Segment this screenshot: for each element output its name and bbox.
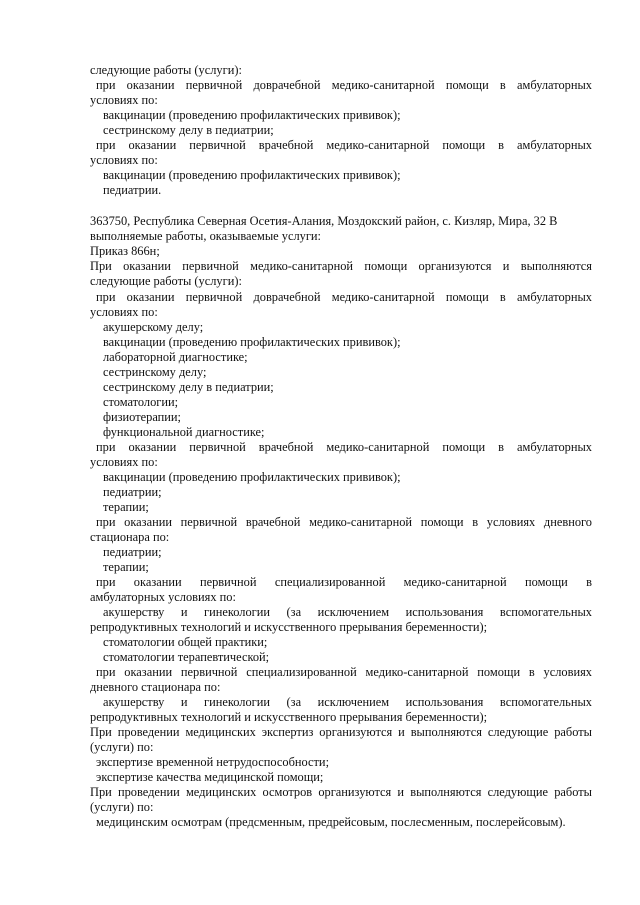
text-line: следующие работы (услуги): bbox=[90, 63, 242, 77]
text-line: (услуги) по: bbox=[90, 800, 154, 814]
text-line: амбулаторных условиях по: bbox=[90, 590, 236, 604]
list-item: педиатрии. bbox=[103, 183, 162, 197]
list-item: акушерству и гинекологии (за исключением использования вспомогательных bbox=[103, 605, 592, 619]
text-line: репродуктивных технологий и искусственного прерывания беременности); bbox=[90, 620, 488, 634]
list-item: лабораторной диагностике; bbox=[103, 350, 248, 364]
list-item: вакцинации (проведению профилактических прививок); bbox=[103, 108, 401, 122]
list-item: экспертизе качества медицинской помощи; bbox=[96, 770, 324, 784]
list-item: экспертизе временной нетрудоспособности; bbox=[96, 755, 330, 769]
text-line: При проведении медицинских экспертиз организуются и выполняются следующие работы bbox=[90, 725, 592, 739]
text-line: при оказании первичной специализированной медико-санитарной помощи в условиях bbox=[96, 665, 592, 679]
list-item: сестринскому делу; bbox=[103, 365, 207, 379]
list-item: педиатрии; bbox=[103, 545, 162, 559]
text-line: следующие работы (услуги): bbox=[90, 274, 242, 288]
list-item: вакцинации (проведению профилактических прививок); bbox=[103, 168, 401, 182]
text-line: стационара по: bbox=[90, 530, 170, 544]
text-line: (услуги) по: bbox=[90, 740, 154, 754]
list-item: стоматологии; bbox=[103, 395, 179, 409]
text-line: при оказании первичной врачебной медико-санитарной помощи в амбулаторных bbox=[96, 138, 592, 152]
text-line: при оказании первичной врачебной медико-санитарной помощи в условиях дневного bbox=[96, 515, 592, 529]
text-line: при оказании первичной специализированной медико-санитарной помощи в bbox=[96, 575, 592, 589]
text-line: при оказании первичной доврачебной медико-санитарной помощи в амбулаторных bbox=[96, 78, 592, 92]
list-item: стоматологии общей практики; bbox=[103, 635, 268, 649]
list-item: сестринскому делу в педиатрии; bbox=[103, 380, 274, 394]
text-line: дневного стационара по: bbox=[90, 680, 221, 694]
list-item: вакцинации (проведению профилактических прививок); bbox=[103, 470, 401, 484]
address-line: 363750, Республика Северная Осетия-Алания, Моздокский район, с. Кизляр, Мира, 32 В bbox=[90, 214, 558, 228]
list-item: акушерству и гинекологии (за исключением использования вспомогательных bbox=[103, 695, 592, 709]
text-line: условиях по: bbox=[90, 93, 158, 107]
order-reference: Приказ 866н; bbox=[90, 244, 160, 258]
text-line: условиях по: bbox=[90, 153, 158, 167]
text-line: выполняемые работы, оказываемые услуги: bbox=[90, 229, 322, 243]
list-item: акушерскому делу; bbox=[103, 320, 204, 334]
list-item: физиотерапии; bbox=[103, 410, 181, 424]
list-item: стоматологии терапевтической; bbox=[103, 650, 270, 664]
text-line: условиях по: bbox=[90, 455, 158, 469]
text-line: репродуктивных технологий и искусственного прерывания беременности); bbox=[90, 710, 488, 724]
list-item: медицинским осмотрам (предсменным, предрейсовым, послесменным, послерейсовым). bbox=[96, 815, 566, 829]
list-item: терапии; bbox=[103, 500, 149, 514]
list-item: вакцинации (проведению профилактических прививок); bbox=[103, 335, 401, 349]
text-line: при оказании первичной врачебной медико-санитарной помощи в амбулаторных bbox=[96, 440, 592, 454]
list-item: сестринскому делу в педиатрии; bbox=[103, 123, 274, 137]
text-line: при оказании первичной доврачебной медико-санитарной помощи в амбулаторных bbox=[96, 290, 592, 304]
text-line: условиях по: bbox=[90, 305, 158, 319]
text-line: При оказании первичной медико-санитарной помощи организуются и выполняются bbox=[90, 259, 592, 273]
list-item: педиатрии; bbox=[103, 485, 162, 499]
list-item: функциональной диагностике; bbox=[103, 425, 265, 439]
text-line: При проведении медицинских осмотров организуются и выполняются следующие работы bbox=[90, 785, 592, 799]
list-item: терапии; bbox=[103, 560, 149, 574]
